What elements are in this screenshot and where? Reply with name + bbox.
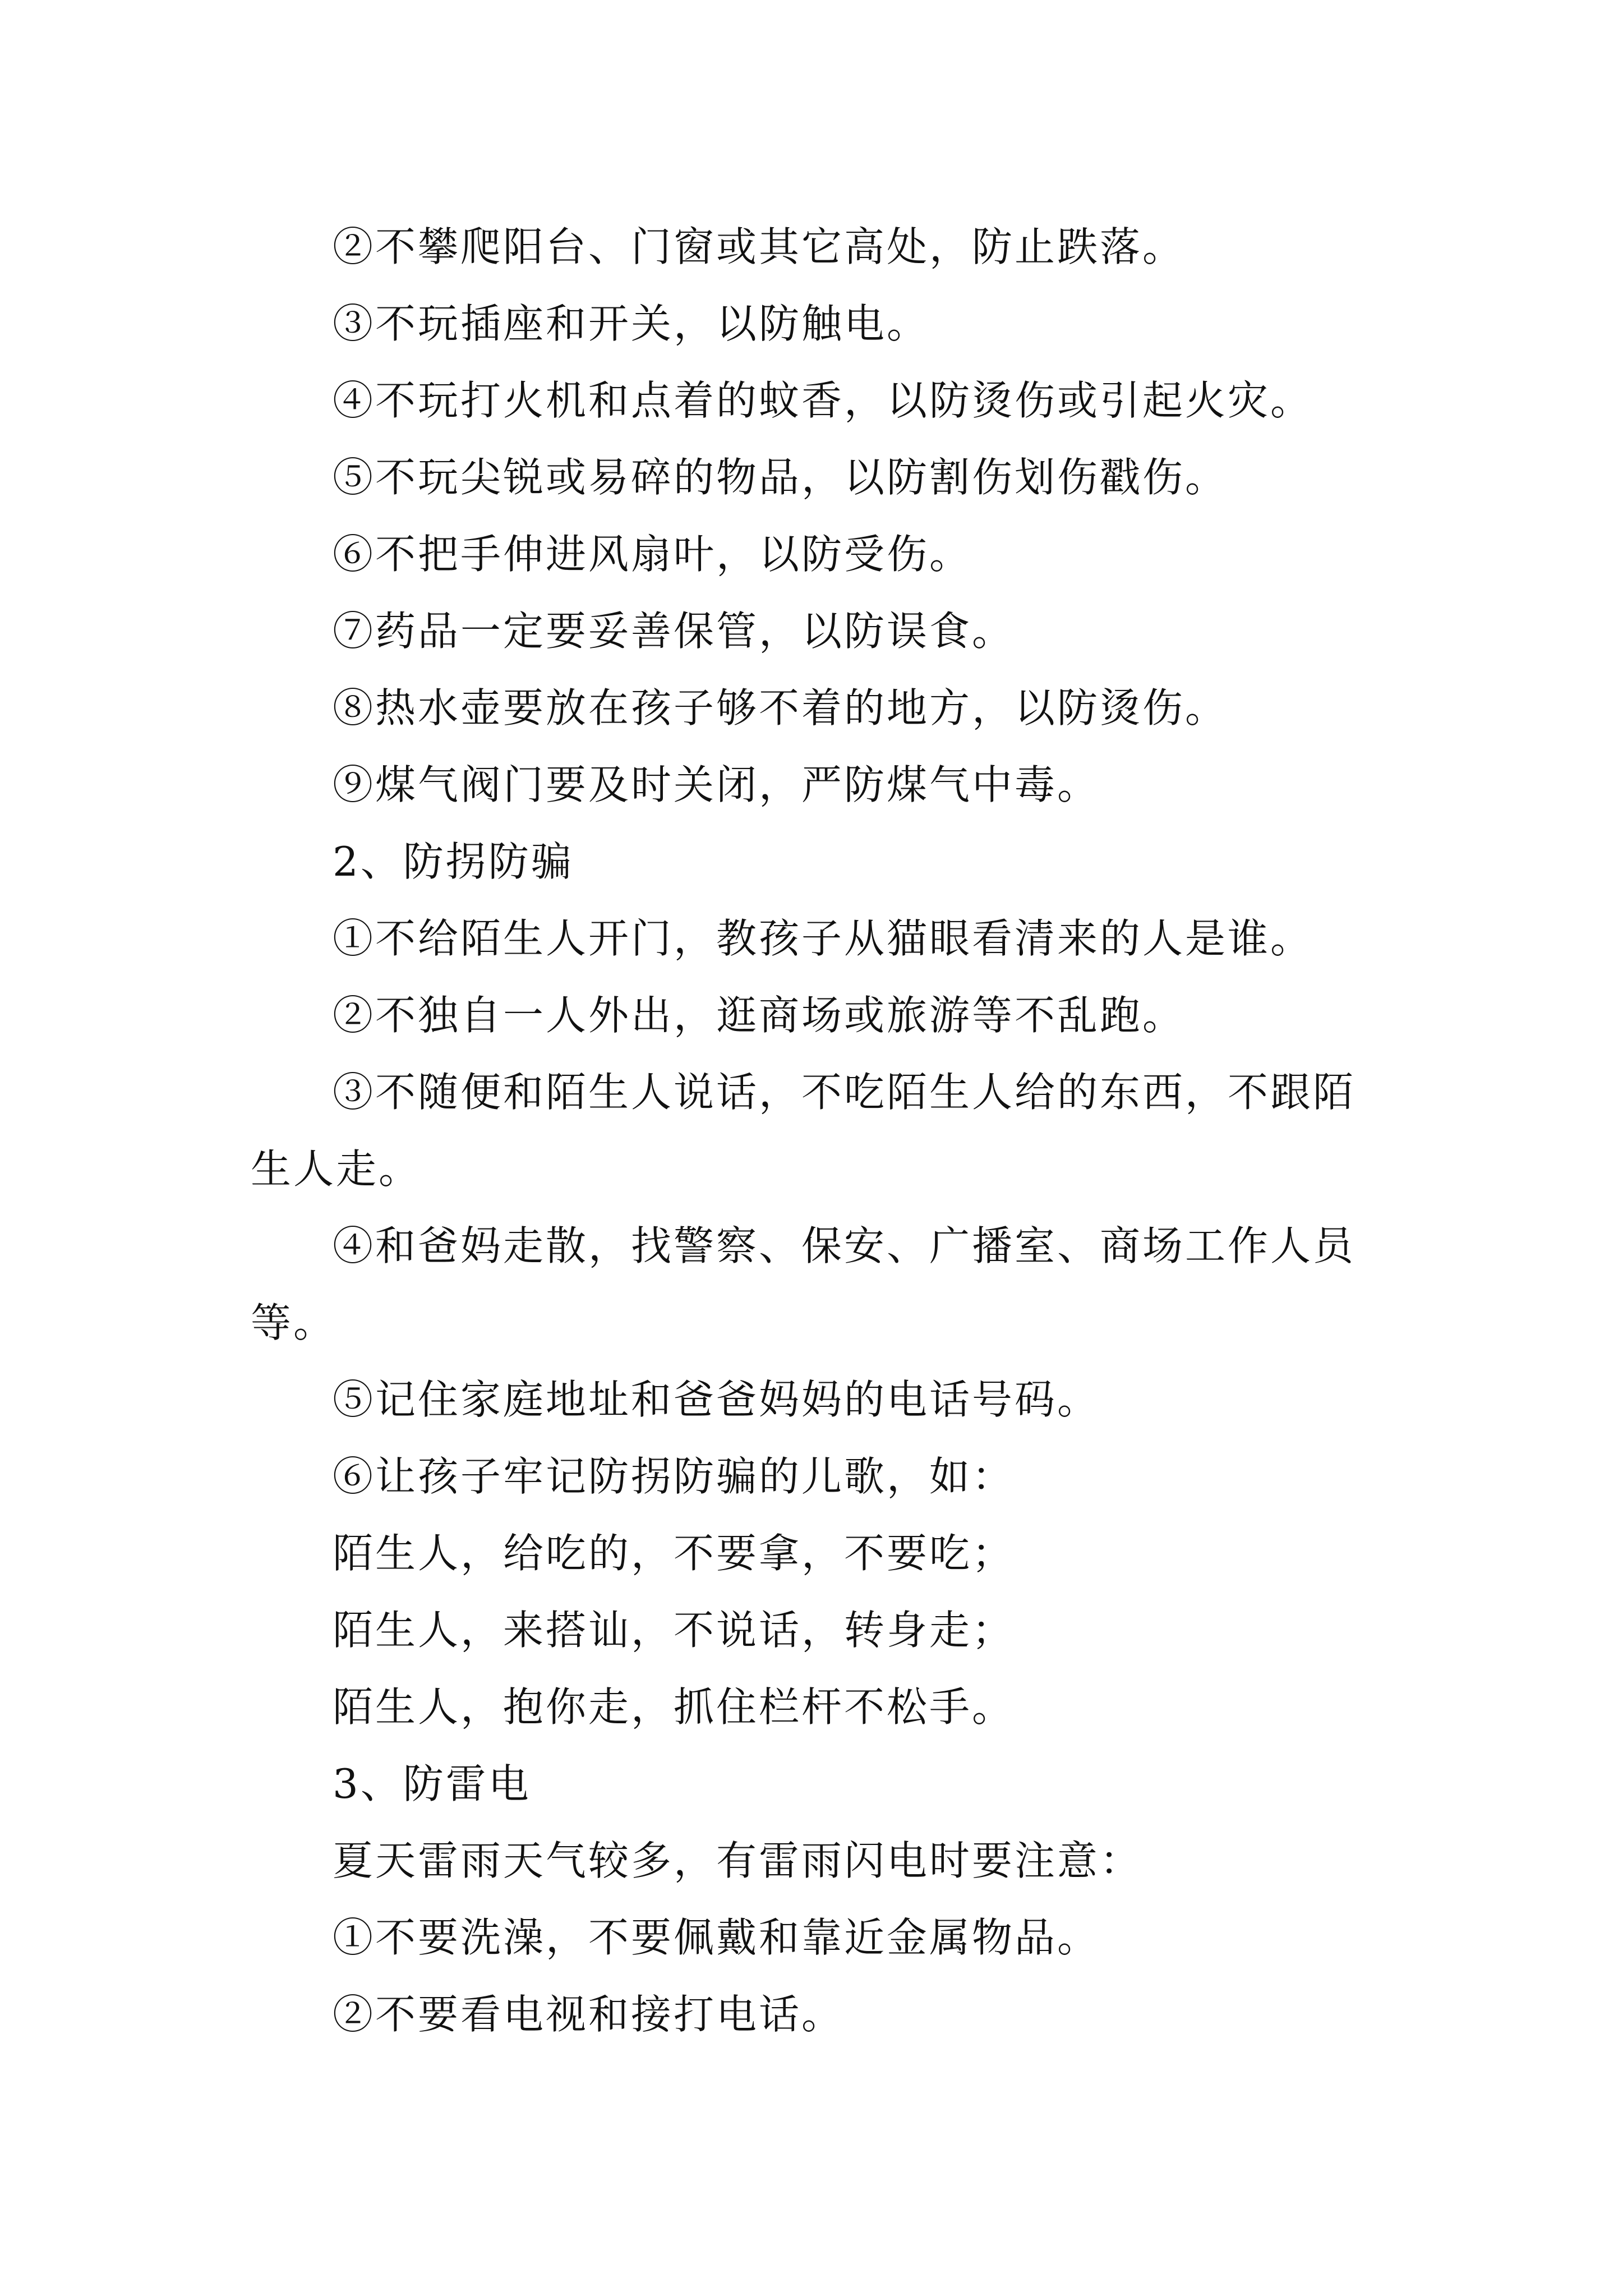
paragraph: 夏天雷雨天气较多，有雷雨闪电时要注意： [333,1837,1143,1884]
list-item: ②不要看电视和接打电话。 [333,1991,845,2038]
list-item: ①不要洗澡，不要佩戴和靠近金属物品。 [333,1914,1100,1961]
list-item: ⑦药品一定要妥善保管，以防误食。 [333,608,1015,655]
list-item: ④不玩打火机和点着的蚊香，以防烫伤或引起火灾。 [333,377,1313,424]
list-item: ②不攀爬阳台、门窗或其它高处，防止跌落。 [333,223,1186,270]
list-item: ④和爸妈走散，找警察、保安、广播室、商场工作人员等。 [251,1222,1356,1346]
rhyme-line: 陌生人，抱你走，抓住栏杆不松手。 [333,1683,1015,1731]
rhyme-line: 陌生人，给吃的，不要拿，不要吃； [333,1530,1015,1577]
list-item: ②不独自一人外出，逛商场或旅游等不乱跑。 [333,992,1186,1039]
rhyme-line: 陌生人，来搭讪，不说话，转身走； [333,1607,1015,1654]
document-body [251,209,1378,2053]
section-heading: 2、防拐防骗 [333,838,574,885]
list-item: ⑤不玩尖锐或易碎的物品，以防割伤划伤戳伤。 [333,454,1228,501]
list-item: ⑥不把手伸进风扇叶，以防受伤。 [333,531,972,578]
list-item: ①不给陌生人开门，教孩子从猫眼看清来的人是谁。 [333,915,1313,962]
list-item: ⑧热水壶要放在孩子够不着的地方，以防烫伤。 [333,684,1228,731]
list-item: ③不玩插座和开关，以防触电。 [333,300,930,347]
list-item: ⑨煤气阀门要及时关闭，严防煤气中毒。 [333,761,1100,808]
list-item: ⑥让孩子牢记防拐防骗的儿歌，如： [333,1453,1015,1500]
list-item: ③不随便和陌生人说话，不吃陌生人给的东西，不跟陌生人走。 [251,1069,1356,1193]
section-heading: 3、防雷电 [333,1760,531,1807]
list-item: ⑤记住家庭地址和爸爸妈妈的电话号码。 [333,1376,1100,1423]
